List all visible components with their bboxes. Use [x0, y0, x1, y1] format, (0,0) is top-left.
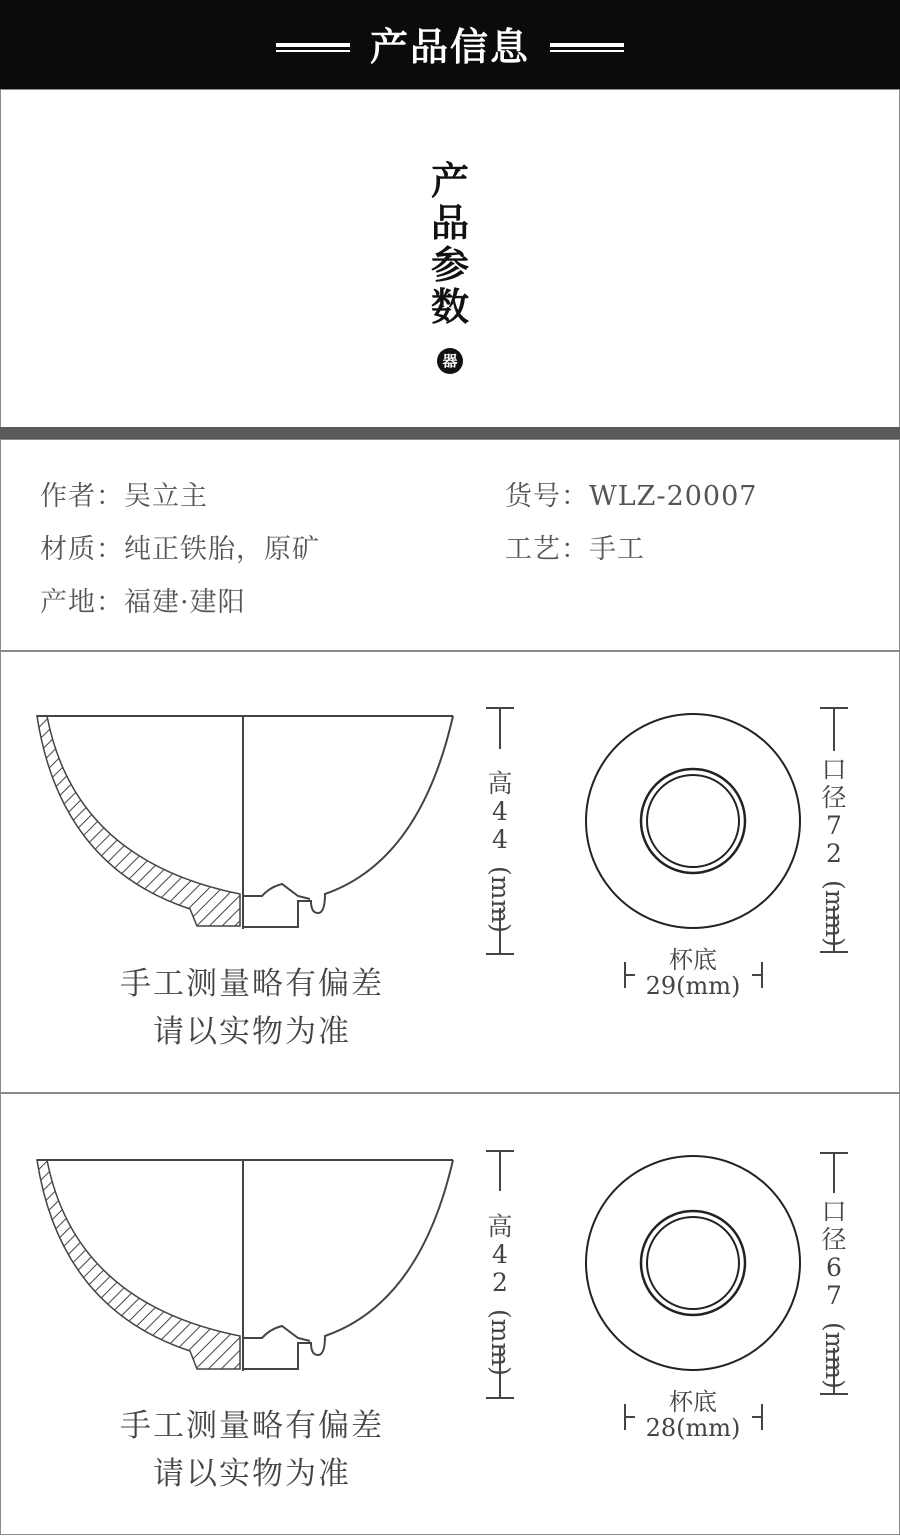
base-dimension-2: [623, 1389, 763, 1441]
base-label: 杯底: [669, 946, 717, 974]
diameter-char: 2: [826, 839, 842, 868]
height-unit: (mm): [486, 866, 515, 933]
height-char: 4: [492, 825, 508, 854]
base-dimension-1: [623, 947, 763, 999]
info-material: 材质：纯正铁胎，原矿: [40, 534, 320, 565]
base-value: 28(mm): [645, 1414, 741, 1442]
diameter-char: 径: [821, 1225, 847, 1254]
diameter-char: 口: [821, 755, 847, 784]
header-right-rule: [550, 43, 624, 47]
section-title-char: 品: [430, 200, 469, 245]
note-line: 请以实物为准: [153, 1014, 351, 1050]
header-left-rule: [276, 43, 350, 47]
height-dimension-1: [480, 769, 520, 933]
header-title: 产品信息: [369, 24, 530, 69]
info-origin: 产地：福建·建阳: [40, 587, 246, 618]
measurement-note-2: [92, 1402, 412, 1498]
height-char: 高: [487, 769, 513, 798]
section-title-char: 参: [430, 242, 469, 287]
height-char: 2: [492, 1268, 508, 1297]
divider-band: [0, 427, 900, 439]
note-line: 手工测量略有偏差: [120, 1408, 384, 1444]
diameter-dimension-1: [814, 755, 854, 947]
header-bar: [0, 0, 900, 89]
section-title-char: 数: [430, 284, 469, 329]
note-line: 请以实物为准: [153, 1456, 351, 1492]
note-line: 手工测量略有偏差: [120, 966, 384, 1002]
height-char: 高: [487, 1212, 513, 1241]
height-dimension-2: [480, 1212, 520, 1376]
info-item-no: 货号：WLZ-20007: [505, 481, 758, 512]
height-char: 4: [492, 1240, 508, 1269]
diameter-char: 口: [821, 1197, 847, 1226]
diameter-char: 6: [826, 1253, 842, 1282]
info-author: 作者：吴立主: [40, 481, 208, 512]
info-craft: 工艺：手工: [505, 534, 645, 565]
measurement-note-1: [92, 960, 412, 1056]
height-unit: (mm): [486, 1309, 515, 1376]
base-value: 29(mm): [645, 972, 741, 1000]
base-label: 杯底: [669, 1388, 717, 1416]
diameter-char: 7: [826, 811, 842, 840]
diameter-dimension-2: [814, 1197, 854, 1389]
height-char: 4: [492, 797, 508, 826]
diameter-unit: (mm): [820, 880, 849, 947]
section-title-char: 产: [430, 158, 469, 203]
diameter-char: 7: [826, 1281, 842, 1310]
diameter-unit: (mm): [820, 1322, 849, 1389]
diameter-char: 径: [821, 783, 847, 812]
section-title: [426, 160, 474, 328]
seal-icon: 器: [437, 348, 463, 374]
